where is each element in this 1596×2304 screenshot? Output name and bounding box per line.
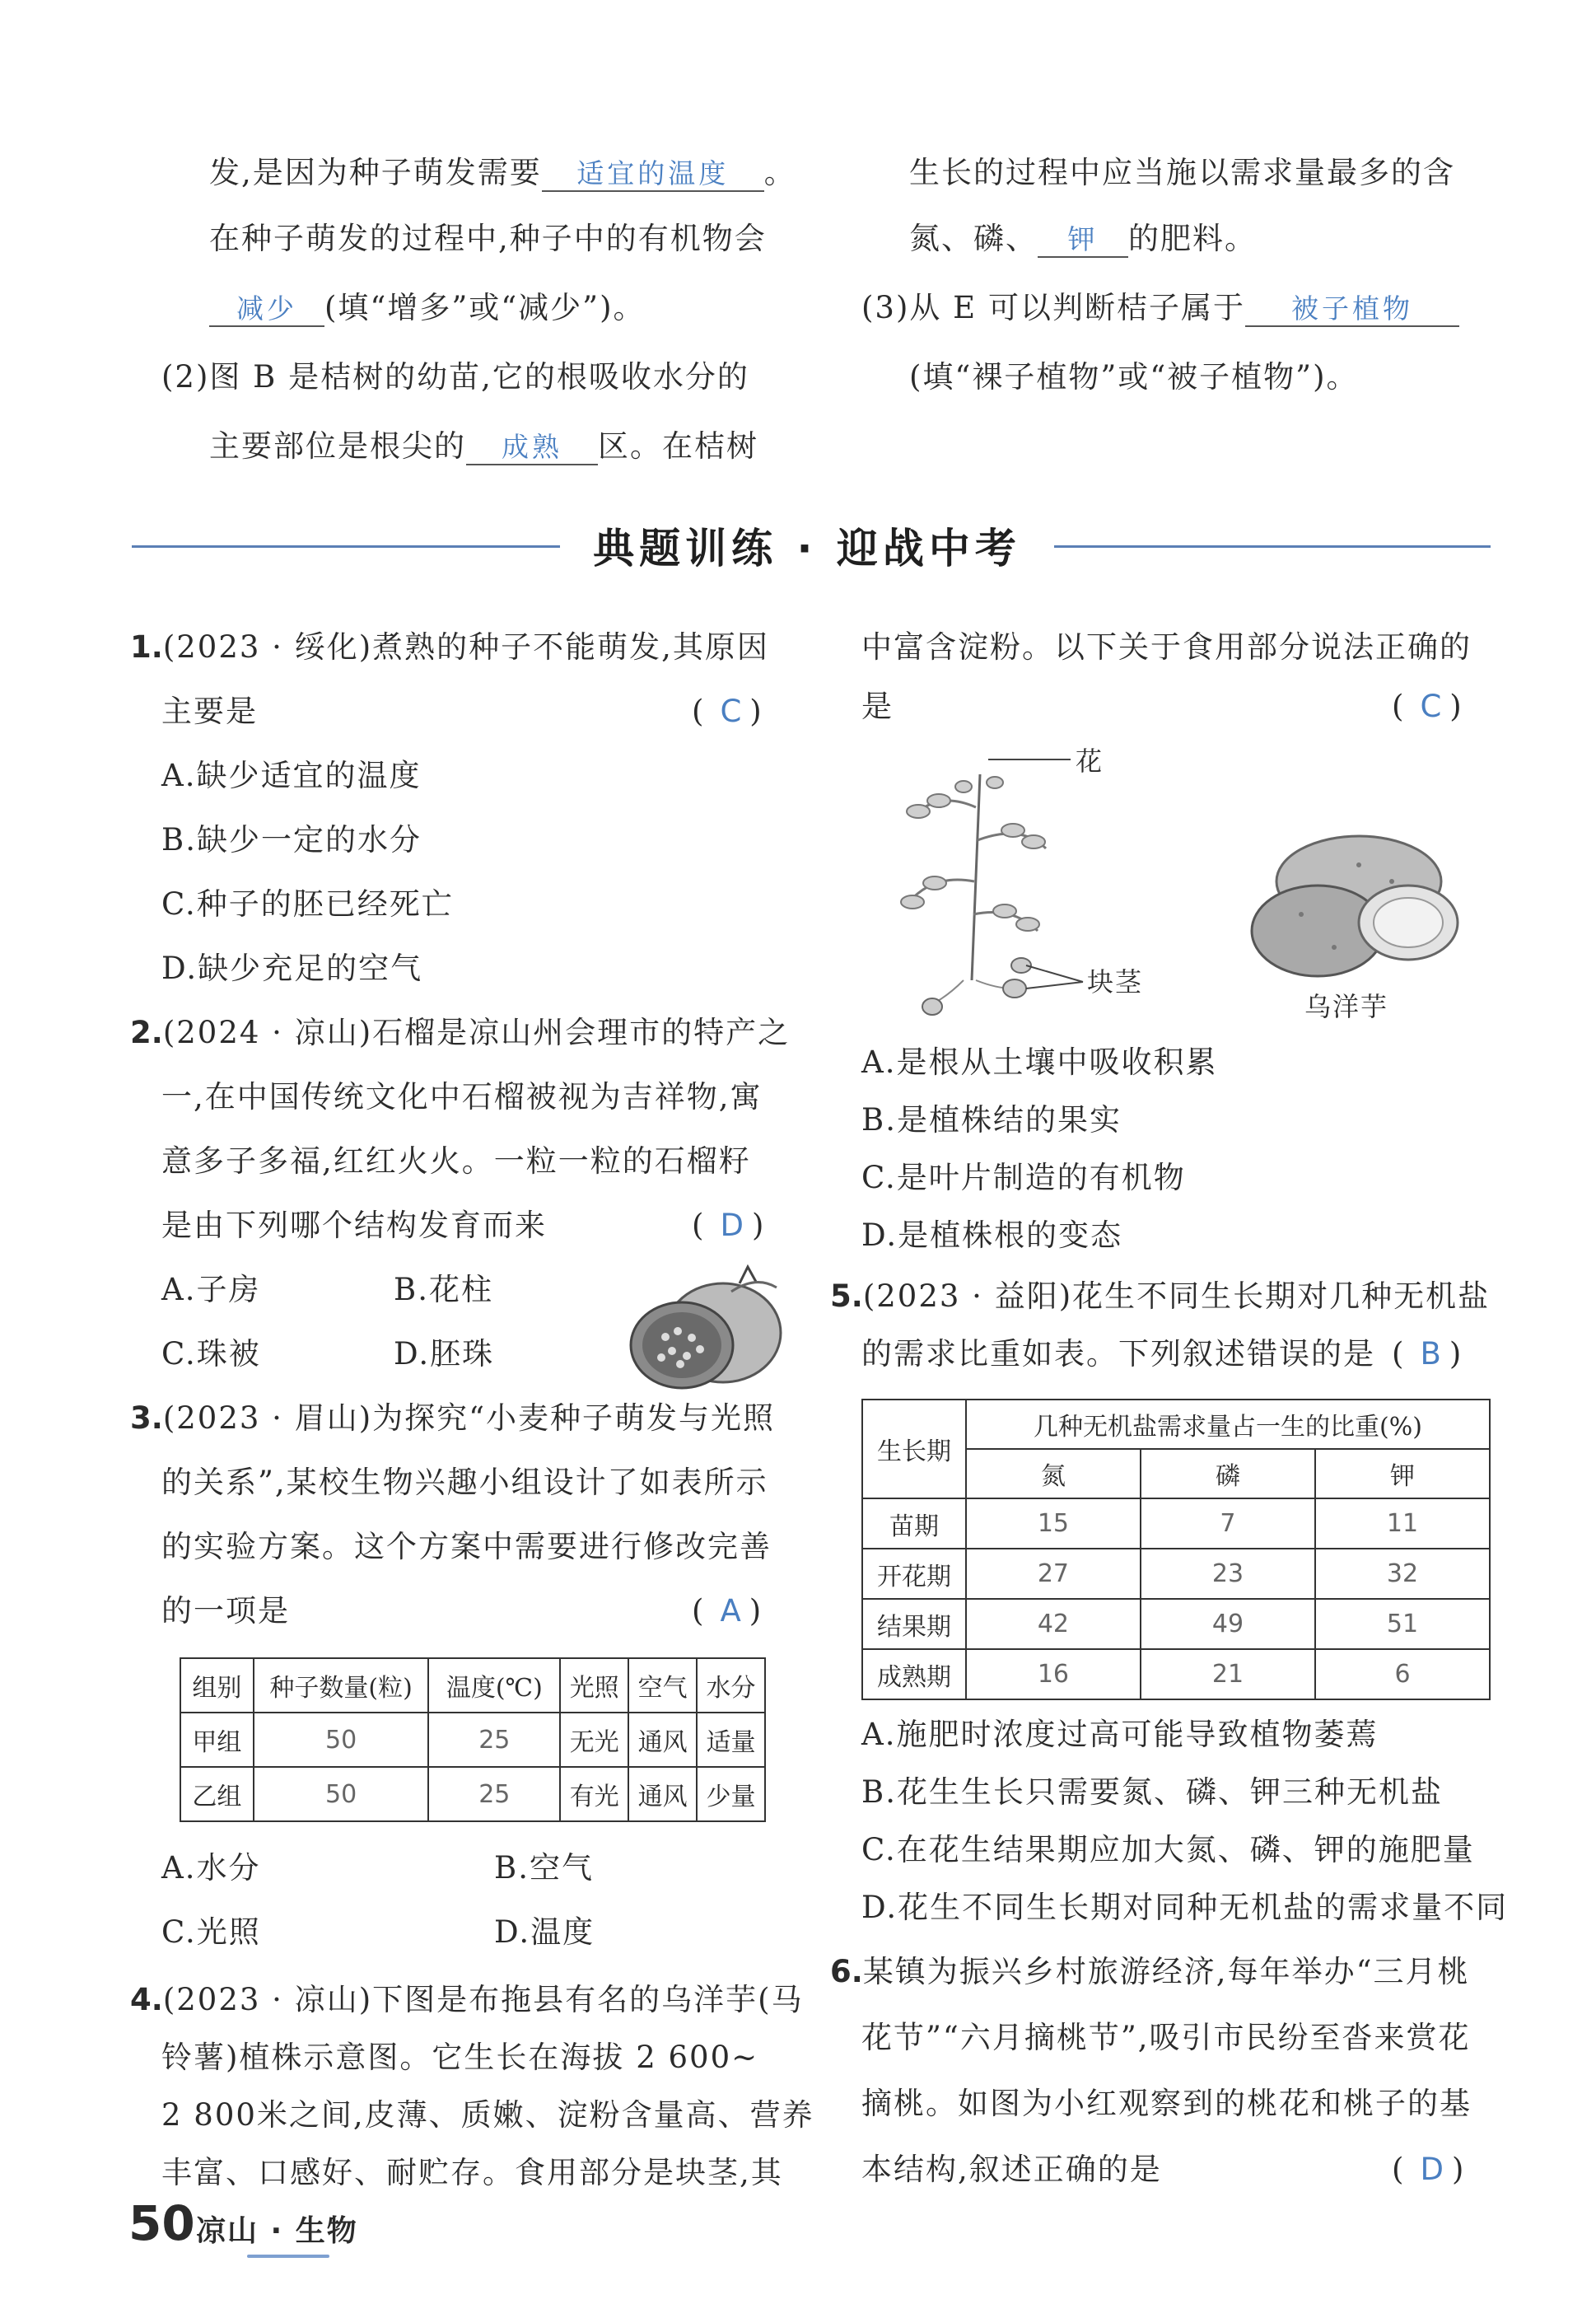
answer-paren: ( A ) — [692, 1593, 770, 1629]
answer-paren: ( D ) — [692, 1208, 772, 1243]
figure-label-tuber: 块茎 — [1087, 966, 1144, 998]
potato-tuber-image — [1235, 832, 1466, 988]
header-rule-right — [1054, 545, 1491, 548]
answer-paren: ( D ) — [1392, 2152, 1472, 2187]
option-a: A.水分 — [161, 1850, 261, 1886]
option-d: D.缺少充足的空气 — [161, 951, 423, 986]
page-number: 50 — [128, 2195, 195, 2251]
option-c: C.种子的胚已经死亡 — [161, 886, 454, 922]
option-c: C.在花生结果期应加大氮、磷、钾的施肥量 — [861, 1832, 1475, 1867]
answer-paren: ( C ) — [692, 694, 770, 729]
table-header: 钾 — [1315, 1449, 1490, 1498]
top-right-line-1: 生长的过程中应当施以需求量最多的含 — [909, 155, 1455, 190]
option-a: A.是根从土壤中吸收积累 — [861, 1045, 1218, 1080]
table-group-header: 几种无机盐需求量占一生的比重(%) — [966, 1400, 1490, 1449]
table-row: 乙组 50 25 有光 通风 少量 — [180, 1767, 765, 1821]
figure-caption: 乌洋芋 — [1304, 991, 1389, 1022]
top-line-2: 在种子萌发的过程中,种子中的有机物会 — [209, 221, 767, 256]
table-row: 甲组 50 25 无光 通风 适量 — [180, 1713, 765, 1767]
top-right-line-4: (填“裸子植物”或“被子植物”)。 — [909, 359, 1359, 395]
option-d: D.花生不同生长期对同种无机盐的需求量不同 — [861, 1890, 1509, 1925]
option-d: D.胚珠 — [394, 1336, 495, 1372]
table-header: 光照 — [560, 1658, 628, 1713]
option-b: B.是植株结的果实 — [861, 1102, 1122, 1138]
option-b: B.缺少一定的水分 — [161, 822, 422, 858]
answer-blank: 适宜的温度 — [542, 157, 764, 192]
table-header: 空气 — [628, 1658, 697, 1713]
option-c: C.是叶片制造的有机物 — [861, 1160, 1186, 1195]
table-corner: 生长期 — [862, 1400, 966, 1498]
table-row: 结果期 42 49 51 — [862, 1599, 1490, 1649]
pomegranate-image — [616, 1259, 789, 1399]
top-line-3: 减少 (填“增多”或“减少”)。 — [209, 288, 646, 328]
table-header: 氮 — [966, 1449, 1141, 1498]
mineral-table — [861, 1399, 1491, 1700]
option-a: A.缺少适宜的温度 — [161, 758, 422, 793]
footer-accent — [247, 2255, 329, 2258]
footer-subject: 凉山 · 生物 — [196, 2214, 358, 2248]
answer-blank: 钾 — [1038, 223, 1128, 258]
option-b: B.花柱 — [394, 1272, 493, 1307]
table-header: 磷 — [1141, 1449, 1315, 1498]
answer-blank: 成熟 — [466, 431, 598, 465]
option-c: C.珠被 — [161, 1336, 261, 1372]
table-header: 种子数量(粒) — [254, 1658, 429, 1713]
table-header: 水分 — [697, 1658, 765, 1713]
figure-label-flower: 花 — [1076, 745, 1104, 777]
section-title: 典题训练 · 迎战中考 — [593, 525, 1021, 572]
option-b: B.花生生长只需要氮、磷、钾三种无机盐 — [861, 1774, 1443, 1810]
table-row: 苗期 15 7 11 — [862, 1498, 1490, 1549]
option-d: D.是植株根的变态 — [861, 1217, 1123, 1253]
answer-blank: 减少 — [209, 292, 324, 327]
header-rule-left — [132, 545, 560, 548]
top-right-line-2: 氮、磷、 钾 的肥料。 — [909, 221, 1257, 256]
option-d: D.温度 — [494, 1914, 595, 1950]
table-row: 开花期 27 23 32 — [862, 1549, 1490, 1599]
option-a: A.施肥时浓度过高可能导致植物萎蔫 — [861, 1717, 1379, 1752]
table-header: 温度(℃) — [428, 1658, 560, 1713]
option-a: A.子房 — [161, 1272, 261, 1307]
top-line-4: (2)图 B 是桔树的幼苗,它的根吸收水分的 — [161, 359, 749, 395]
answer-paren: ( B ) — [1392, 1336, 1470, 1372]
option-c: C.光照 — [161, 1914, 261, 1950]
experiment-table — [180, 1657, 766, 1822]
answer-blank: 被子植物 — [1245, 292, 1459, 327]
top-line-5: 主要部位是根尖的 成熟 区。在桔树 — [209, 428, 758, 464]
option-b: B.空气 — [494, 1850, 594, 1886]
answer-paren: ( C ) — [1392, 689, 1470, 724]
top-right-line-3: (3)从 E 可以判断桔子属于 被子植物 — [861, 288, 1459, 328]
top-line-1: 发,是因为种子萌发需要 适宜的温度 。 — [209, 155, 796, 190]
table-header: 组别 — [180, 1658, 254, 1713]
table-row: 成熟期 16 21 6 — [862, 1649, 1490, 1699]
